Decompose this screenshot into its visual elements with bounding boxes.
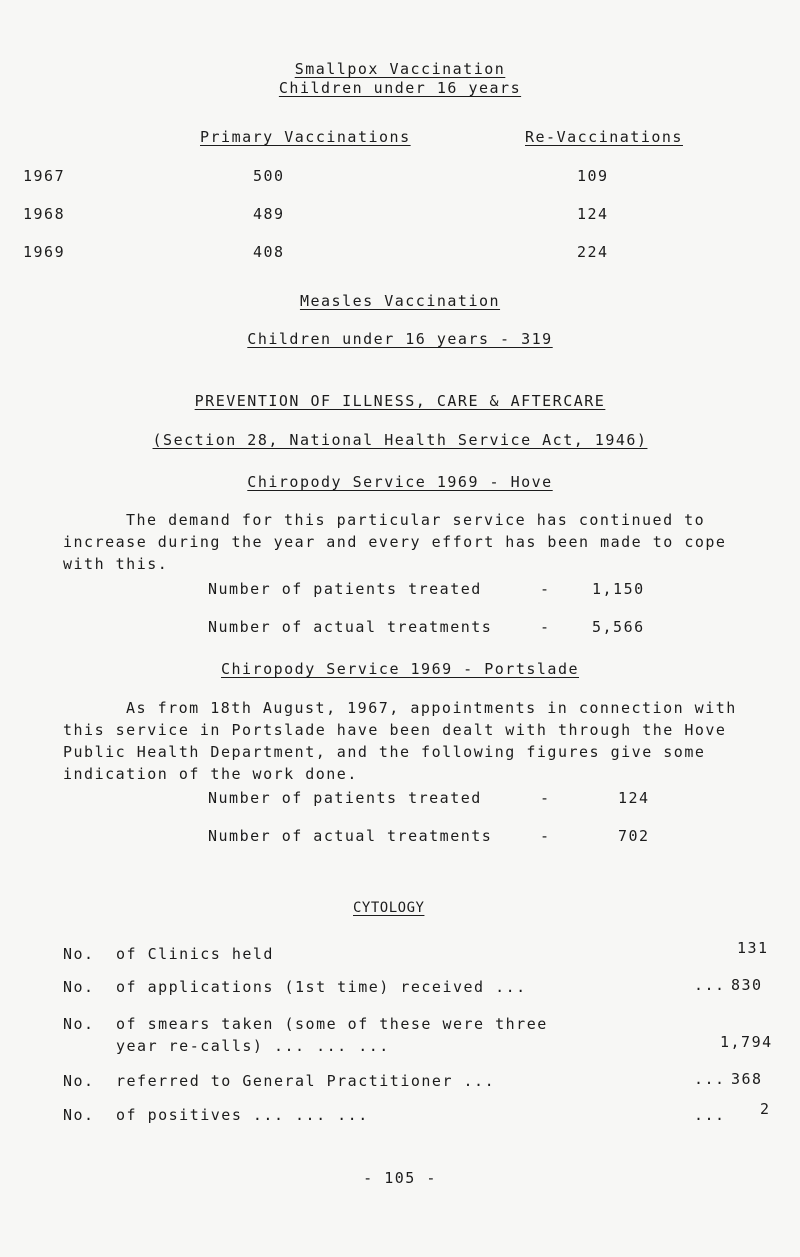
row-year: 1969 [23,243,66,261]
row-dots: ... [694,976,726,994]
row-dots: ... [694,1106,726,1124]
row-value: 1,794 [720,1033,773,1051]
stat-dash: - [540,580,551,598]
row-no: No. [63,945,95,963]
row-no: No. [63,978,95,996]
prevention-subtitle: (Section 28, National Health Service Act, 1946) [152,431,648,449]
row-label: referred to General Practitioner ... [116,1072,496,1090]
cytology-title: CYTOLOGY [353,900,425,916]
measles-title: Measles Vaccination [299,292,501,310]
chiropody-portslade-title: Chiropody Service 1969 - Portslade [220,660,580,678]
row-label: of smears taken (some of these were three [116,1015,548,1033]
row-year: 1968 [23,205,66,223]
row-value: 830 [731,976,763,994]
stat-label: Number of actual treatments [208,827,493,845]
row-primary: 408 [253,243,285,261]
chiropody-portslade-paragraph: As from 18th August, 1967, appointments in connection with this service in Portslade have been dealt with through the Hove Public Health Department, and the following figures give some indication of the work done. [63,699,737,783]
row-value: 368 [731,1070,763,1088]
row-label: of applications (1st time) received ... [116,978,527,996]
chiropody-hove-title: Chiropody Service 1969 - Hove [247,473,553,491]
row-primary: 489 [253,205,285,223]
row-primary: 500 [253,167,285,185]
row-no: No. [63,1106,95,1124]
smallpox-title: Smallpox Vaccination [294,60,506,78]
row-revacc: 224 [577,243,609,261]
col-primary-header: Primary Vaccinations [200,128,411,146]
stat-value: 702 [618,827,650,845]
stat-label: Number of patients treated [208,789,482,807]
col-revacc-header: Re-Vaccinations [525,128,683,146]
row-label-continued: year re-calls) ... ... ... [116,1037,390,1055]
row-label: of Clinics held [116,945,274,963]
prevention-title: PREVENTION OF ILLNESS, CARE & AFTERCARE [194,392,606,410]
stat-dash: - [540,827,551,845]
stat-label: Number of patients treated [208,580,482,598]
measles-subtitle: Children under 16 years - 319 [247,330,553,348]
stat-value: 124 [618,789,650,807]
row-no: No. [63,1015,95,1033]
page-number: - 105 - [363,1169,437,1187]
row-dots: ... [694,1070,726,1088]
smallpox-subtitle: Children under 16 years [278,79,522,97]
stat-value: 5,566 [592,618,645,636]
stat-value: 1,150 [592,580,645,598]
stat-label: Number of actual treatments [208,618,493,636]
row-value: 2 [760,1100,771,1118]
stat-dash: - [540,618,551,636]
row-value: 131 [737,939,769,957]
row-revacc: 109 [577,167,609,185]
row-label: of positives ... ... ... [116,1106,369,1124]
row-year: 1967 [23,167,66,185]
row-revacc: 124 [577,205,609,223]
row-no: No. [63,1072,95,1090]
chiropody-hove-paragraph: The demand for this particular service has continued to increase during the year and every effort has been made to cope with this. [63,511,727,573]
stat-dash: - [540,789,551,807]
